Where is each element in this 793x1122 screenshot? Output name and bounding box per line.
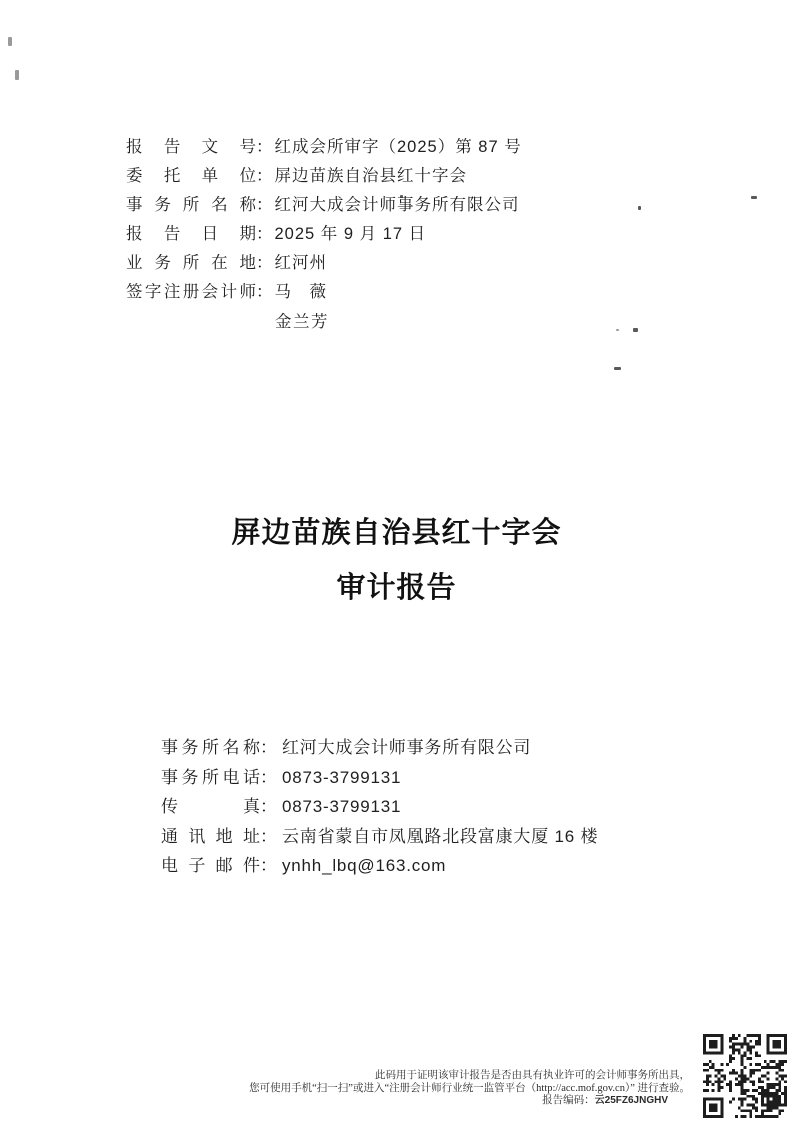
contact-label: 通讯地址 (161, 826, 260, 846)
contact-colon: ： (260, 797, 277, 817)
meta-label: 报告日期 (126, 225, 256, 243)
contact-colon: ： (260, 767, 277, 787)
report-code-value: 云25FZ6JNGHV (594, 1095, 668, 1106)
scan-speck (633, 328, 638, 332)
meta-colon: ： (256, 138, 273, 156)
contact-row-firm-name (161, 736, 598, 766)
report-title-line2: 审计报告 (336, 572, 457, 604)
meta-value: 屏边苗族自治县红十字会 (274, 167, 467, 185)
scan-speck (15, 70, 19, 80)
qr-code-icon (703, 1034, 787, 1118)
report-meta-block (126, 136, 522, 340)
contact-row-fax (161, 795, 598, 825)
contact-colon: ： (260, 738, 277, 757)
meta-value: 红河州 (274, 254, 327, 272)
verification-qr-code (703, 1034, 787, 1118)
contact-row-email (161, 854, 598, 884)
meta-colon: ： (256, 283, 273, 301)
meta-label: 事务所名称 (126, 196, 256, 214)
report-code-line (249, 1095, 690, 1108)
contact-value: 0873-3799131 (282, 767, 402, 787)
scan-speck (638, 206, 641, 210)
contact-row-phone (161, 766, 598, 796)
meta-label: 报告文号 (126, 138, 256, 156)
scan-speck (751, 196, 757, 199)
contact-value: 云南省蒙自市凤凰路北段富康大厦 16 楼 (282, 826, 599, 846)
scan-speck (616, 329, 619, 331)
meta-row-report-date (126, 223, 522, 252)
contact-value: ynhh_lbq@163.com (282, 856, 447, 876)
verification-note-line1: 此码用于证明该审计报告是否由具有执业许可的会计师事务所出具， (375, 1070, 690, 1081)
scan-speck (614, 367, 621, 370)
meta-value: 2025 年 9 月 17 日 (274, 225, 427, 243)
meta-colon: ： (256, 196, 273, 214)
contact-value: 0873-3799131 (282, 797, 402, 817)
contact-label: 传真 (161, 797, 260, 817)
contact-label: 事务所名称 (161, 738, 260, 757)
meta-row-business-location (126, 252, 522, 281)
meta-colon: ： (256, 167, 273, 185)
report-code-label: 报告编码： (542, 1095, 595, 1106)
contact-colon: ： (260, 856, 277, 876)
meta-value: 马 薇 (274, 283, 327, 301)
meta-row-second-signer (126, 311, 522, 340)
meta-value: 红河大成会计师事务所有限公司 (274, 196, 520, 214)
meta-value: 金兰芳 (275, 313, 329, 331)
meta-colon: ： (256, 225, 273, 243)
contact-label: 事务所电话 (161, 767, 260, 787)
contact-label: 电子邮件 (161, 856, 260, 876)
meta-row-client (126, 165, 522, 194)
meta-colon: ： (256, 254, 273, 272)
meta-value: 红成会所审字（2025）第 87 号 (274, 138, 522, 156)
meta-label: 委托单位 (126, 167, 256, 185)
meta-row-firm-name (126, 194, 522, 223)
verification-note-line2: 您可使用手机“扫一扫”或进入“注册会计师行业统一监管平台（http://acc.mof.gov.cn）” 进行查验。 (249, 1082, 690, 1094)
contact-row-address (161, 825, 598, 855)
contact-colon: ： (260, 826, 277, 846)
verification-note (249, 1070, 690, 1108)
scan-speck (8, 37, 12, 46)
meta-row-report-number (126, 136, 522, 165)
meta-row-signing-cpa (126, 281, 522, 310)
contact-value: 红河大成会计师事务所有限公司 (282, 738, 532, 757)
report-title-line1: 屏边苗族自治县红十字会 (231, 517, 562, 549)
report-title (0, 506, 793, 616)
meta-label: 签字注册会计师 (126, 283, 256, 301)
meta-label: 业务所在地 (126, 254, 256, 272)
firm-contact-block (161, 736, 598, 884)
